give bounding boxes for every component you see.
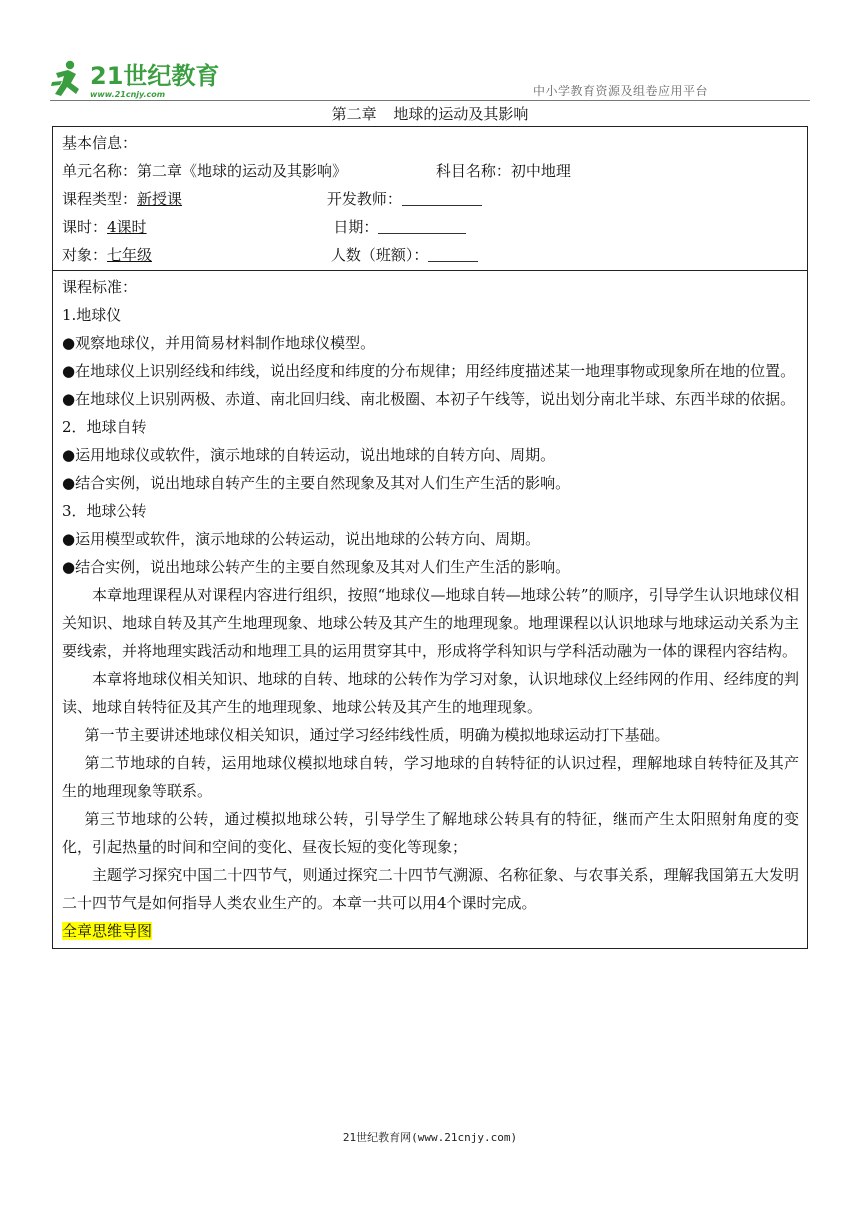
unit-label: 单元名称： (62, 162, 138, 180)
chapter-number: 第二章 (331, 105, 377, 123)
standard-3-title: 3．地球公转 (62, 502, 147, 520)
section-1-paragraph: 第一节主要讲述地球仪相关知识，通过学习经纬线性质，明确为模拟地球运动打下基础。 (84, 726, 670, 744)
standards-heading: 课程标准： (62, 278, 138, 296)
type-label: 课程类型： (62, 190, 138, 208)
page-title (0, 103, 860, 124)
target-label: 对象： (62, 246, 108, 264)
standard-3-bullet-2: ●结合实例，说出地球公转产生的主要自然现象及其对人们生产生活的影响。 (62, 558, 571, 576)
standard-2-title: 2．地球自转 (62, 418, 147, 436)
hours-label: 课时： (62, 218, 108, 236)
curriculum-standards-cell (53, 270, 807, 948)
unit-value: 第二章《地球的运动及其影响》 (137, 162, 348, 180)
subject-field (436, 157, 571, 185)
standard-1-bullet-3: ●在地球仪上识别两极、赤道、南北回归线、南北极圈、本初子午线等，说出划分南北半球、东西半球的依据。 (62, 390, 796, 408)
unit-row (62, 157, 799, 185)
basic-info-heading: 基本信息： (62, 134, 138, 152)
standard-1-title: 1.地球仪 (62, 306, 122, 324)
standard-2-bullet-2: ●结合实例，说出地球自转产生的主要自然现象及其对人们生产生活的影响。 (62, 474, 571, 492)
teacher-field (327, 185, 482, 213)
date-label: 日期： (333, 218, 379, 236)
count-field (331, 241, 479, 269)
runner-icon (51, 61, 79, 96)
logo-text: 21世纪教育 (90, 62, 220, 90)
platform-label: 中小学教育资源及组卷应用平台 (532, 84, 708, 98)
lesson-table (52, 126, 808, 949)
theme-study-paragraph: 主题学习探究中国二十四节气，则通过探究二十四节气溯源、名称征象、与农事关系，理解我国第五大发明二十四节气是如何指导人类农业生产的。本章一共可以用4个课时完成。 (62, 866, 799, 912)
teacher-blank (402, 189, 482, 206)
type-row (62, 185, 799, 213)
date-blank (378, 217, 466, 234)
subject-value: 初中地理 (510, 162, 571, 180)
type-value: 新授课 (137, 190, 183, 208)
overview-paragraph-2: 本章将地球仪相关知识、地球的自转、地球的公转作为学习对象，认识地球仪上经纬网的作用、经纬度的判读、地球自转特征及其产生的地理现象、地球公转及其产生的地理现象。 (62, 670, 799, 716)
hours-row (62, 213, 799, 241)
target-value: 七年级 (107, 246, 153, 264)
count-label: 人数（班额）： (330, 246, 429, 264)
section-3-paragraph: 第三节地球的公转，通过模拟地球公转，引导学生了解地球公转具有的特征，继而产生太阳照射角度的变化，引起热量的时间和空间的变化、昼夜长短的变化等现象； (62, 810, 799, 856)
site-logo (50, 58, 225, 104)
page-footer: 21世纪教育网(www.21cnjy.com) (342, 1131, 518, 1144)
count-blank (428, 245, 478, 262)
hours-value: 4课时 (107, 218, 147, 236)
date-field (333, 213, 466, 241)
chapter-title: 地球的运动及其影响 (393, 105, 529, 123)
standard-1-bullet-2: ●在地球仪上识别经线和纬线，说出经度和纬度的分布规律；用经纬度描述某一地理事物或现象所在地的位置。 (62, 362, 796, 380)
standard-1-bullet-1: ●观察地球仪，并用简易材料制作地球仪模型。 (62, 334, 376, 352)
section-2-paragraph: 第二节地球的自转，运用地球仪模拟地球自转，学习地球的自转特征的认识过程，理解地球自转特征及其产生的地理现象等联系。 (62, 754, 799, 800)
standard-3-bullet-1: ●运用模型或软件，演示地球的公转运动，说出地球的公转方向、周期。 (62, 530, 541, 548)
mindmap-row (62, 917, 799, 945)
basic-info-cell (53, 127, 807, 270)
logo-url: www.21cnjy.com (90, 90, 166, 99)
mindmap-heading: 全章思维导图 (62, 922, 153, 940)
teacher-label: 开发教师： (326, 190, 402, 208)
overview-paragraph-1: 本章地理课程从对课程内容进行组织，按照“地球仪—地球自转—地球公转”的顺序，引导学生认识地球仪相关知识、地球自转及其产生地理现象、地球公转及其产生的地理现象。地理课程以认识地球与地球运动关系为主要线索，并将地理实践活动和地理工具的运用贯穿其中，形成将学科知识与学科活动融为一体的课程内容结构。 (62, 586, 799, 660)
standard-2-bullet-1: ●运用地球仪或软件，演示地球的自转运动，说出地球的自转方向、周期。 (62, 446, 556, 464)
header-divider (50, 100, 810, 101)
subject-label: 科目名称： (435, 162, 511, 180)
target-row (62, 241, 799, 269)
